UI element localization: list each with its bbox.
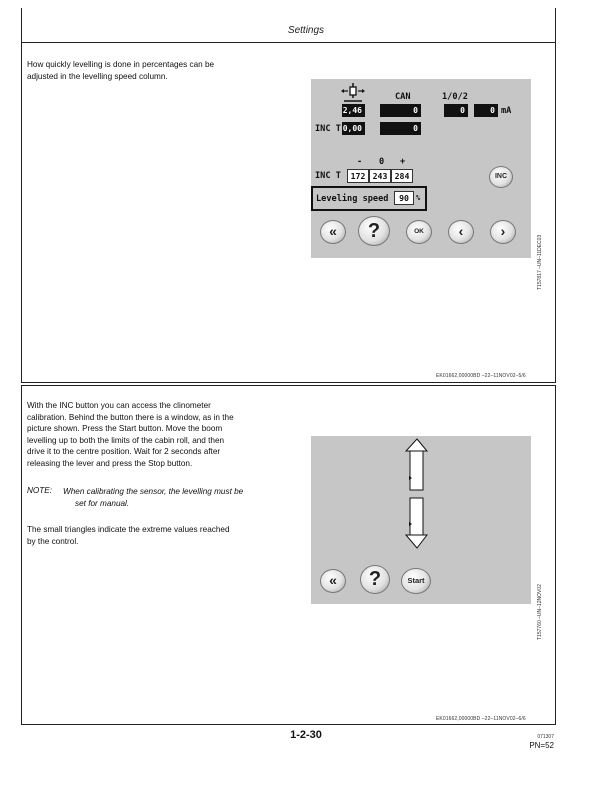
section2-text xyxy=(27,400,234,470)
inc-value-plus: 284 xyxy=(391,169,413,183)
help-button[interactable]: ? xyxy=(358,216,390,246)
text-line: by the control. xyxy=(27,536,79,546)
page-number: 1-2-30 xyxy=(290,729,322,741)
inc-zero-label: 0 xyxy=(379,157,385,167)
help-button[interactable]: ? xyxy=(360,565,390,594)
back-button[interactable]: « xyxy=(320,569,346,593)
start-button[interactable]: Start xyxy=(401,568,431,594)
inc-plus-label: + xyxy=(400,157,406,167)
footer-code: 071307 xyxy=(537,734,554,740)
note-text xyxy=(63,486,243,509)
text-line: The small triangles indicate the extreme values reached xyxy=(27,525,230,534)
row1-value: 2,46 xyxy=(342,104,365,117)
text-line: drive it to the centre position. Wait for 2 seconds after xyxy=(27,447,221,457)
divider xyxy=(21,42,556,43)
divider xyxy=(21,382,556,383)
frame-line xyxy=(555,45,556,383)
text-line: picture shown. Press the Start button. Move the boom xyxy=(27,424,223,434)
row2-value: 0,00 xyxy=(342,122,365,135)
figure-id: T157760 –UN–12NOV02 xyxy=(537,584,543,640)
divider xyxy=(21,724,556,725)
figure-id: T157817 –UN–11DEC03 xyxy=(537,234,543,290)
prev-button[interactable]: ‹ xyxy=(448,220,474,244)
section1-text xyxy=(27,59,214,82)
next-button[interactable]: › xyxy=(490,220,516,244)
ok-button[interactable]: OK xyxy=(406,220,432,244)
col-102-label: 1/0/2 xyxy=(442,92,468,102)
text-line: releasing the lever and press the Stop button. xyxy=(27,458,193,468)
text-line: set for manual. xyxy=(75,498,130,508)
text-line: When calibrating the sensor, the levelling must be xyxy=(63,487,244,496)
text-line: levelling up to both the limits of the cabin roll, and then xyxy=(27,435,225,445)
text-line: With the INC button you can access the clinometer xyxy=(27,401,211,410)
inc-button[interactable]: INC xyxy=(489,166,513,188)
inc-minus-label: - xyxy=(357,157,363,167)
inc-t-label: INC T xyxy=(315,124,341,134)
col-can-label: CAN xyxy=(395,92,411,102)
roll-arrows-icon xyxy=(405,438,429,558)
reference-code: EK01662,00000BD –22–11NOV02–6/6 xyxy=(436,716,526,722)
leveling-speed-label: Leveling speed xyxy=(316,194,389,204)
frame-line xyxy=(21,385,22,725)
divider xyxy=(21,385,556,386)
row2-can-value: 0 xyxy=(380,122,421,135)
note-label: NOTE: xyxy=(27,486,53,495)
inc-t-label-2: INC T xyxy=(315,171,341,181)
row1-102-value: 0 xyxy=(444,104,468,117)
clinometer-icon xyxy=(340,82,366,104)
row1-ma-value: 0 xyxy=(474,104,498,117)
leveling-speed-unit: % xyxy=(416,194,421,202)
section2-text-2 xyxy=(27,524,230,547)
footer-pn: PN=52 xyxy=(529,741,554,750)
frame-line xyxy=(555,385,556,725)
unit-ma: mA xyxy=(501,106,512,116)
reference-code: EK01662,00000BD –22–11NOV02–5/6 xyxy=(436,373,526,379)
text-line: How quickly levelling is done in percentages can be xyxy=(27,60,215,69)
page-header-title: Settings xyxy=(287,25,325,36)
inc-value-minus: 172 xyxy=(347,169,369,183)
row1-can-value: 0 xyxy=(380,104,421,117)
text-line: adjusted in the levelling speed column. xyxy=(27,71,168,81)
inc-value-zero: 243 xyxy=(369,169,391,183)
levelling-screen xyxy=(311,79,531,258)
leveling-speed-input[interactable]: 90 xyxy=(394,191,414,205)
frame-line xyxy=(21,45,22,383)
text-line: calibration. Behind the button there is a window, as in the xyxy=(27,412,234,422)
calibration-screen xyxy=(311,436,531,604)
back-button[interactable]: « xyxy=(320,220,346,244)
